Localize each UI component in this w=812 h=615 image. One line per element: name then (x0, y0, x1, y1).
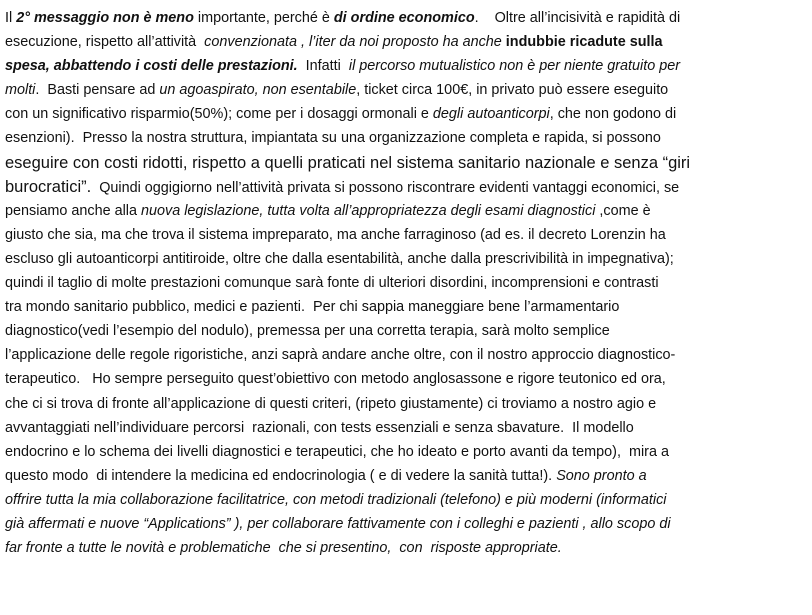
text-run: un agoaspirato, non esentabile (159, 82, 357, 99)
text-line (5, 247, 807, 271)
text-run: tra mondo sanitario pubblico, medici e pazienti. Per chi sappia maneggiare bene l’armamentario (5, 299, 620, 316)
text-run: Sono pronto a (556, 467, 647, 484)
text-run: questo modo di intendere la medicina ed endocrinologia ( e di vedere la sanità tutta!). (5, 467, 557, 484)
text-run: Il (5, 10, 17, 26)
text-line (5, 367, 807, 391)
text-run: con un significativo risparmio(50%); come per i dosaggi ormonali e (5, 106, 433, 123)
document-text (5, 6, 807, 560)
text-run: far fronte a tutte le novità e problematiche che si presentino, con risposte appropriate. (5, 540, 562, 557)
text-run: ,come è (595, 202, 651, 219)
text-line (5, 126, 807, 150)
text-run: quindi il taglio di molte prestazioni comunque sarà fonte di ulteriori disordini, incomprensioni e contrasti (5, 275, 659, 292)
text-run: endocrino e lo schema dei livelli diagnostici e terapeutici, che ho ideato e porto avanti da tempo), mira a (5, 443, 669, 460)
text-run: , che non godono di (549, 106, 677, 123)
text-line (5, 223, 807, 247)
text-run: escluso gli autoanticorpi antitiroide, oltre che dalla esentabilità, anche dalla prescrivibilità in impegnativa); (5, 250, 674, 267)
text-run: terapeutico. Ho sempre perseguito quest’obiettivo con metodo anglosassone e rigore teutonico ed ora, (5, 371, 666, 388)
text-run: , ticket circa 100€, in privato può essere eseguito (356, 82, 669, 99)
text-line (5, 295, 807, 319)
text-run: . Oltre all’incisività e rapidità di (474, 10, 681, 26)
text-line (5, 536, 807, 560)
text-line (5, 319, 807, 343)
text-line (5, 6, 807, 30)
text-line (5, 440, 807, 464)
text-run: . Basti pensare ad (35, 82, 160, 99)
text-run: 2° messaggio non è meno (16, 10, 194, 26)
text-run: l’applicazione delle regole rigoristiche, anzi saprà andare anche oltre, con il nostro approccio diagnostico- (5, 347, 676, 364)
text-run: Infatti (297, 58, 349, 75)
text-run: esecuzione, rispetto all’attività (5, 34, 205, 51)
text-run: di ordine economico (333, 10, 475, 26)
text-run: degli autoanticorpi (432, 106, 550, 123)
text-run: spesa, abbattendo i costi delle prestazioni. (5, 58, 298, 75)
text-line (5, 416, 807, 440)
text-run: molti (5, 82, 36, 99)
text-line (5, 488, 807, 512)
text-line (5, 343, 807, 367)
text-run: nuova legislazione, tutta volta all’appropriatezza degli esami diagnostici (141, 202, 596, 219)
text-run: diagnostico(vedi l’esempio del nodulo), premessa per una corretta terapia, sarà molto semplice (5, 323, 610, 340)
text-line (5, 512, 807, 536)
text-run: già affermati e nuove “Applications” ), per collaborare fattivamente con i colleghi e pazienti , allo scopo di (5, 515, 671, 532)
text-line (5, 392, 807, 416)
text-line (5, 464, 807, 488)
text-run: il percorso mutualistico non è per niente gratuito per (348, 58, 681, 75)
text-run: importante, perché è (193, 10, 334, 26)
text-run: Quindi oggigiorno nell’attività privata si possono riscontrare evidenti vantaggi economici, se (91, 179, 680, 196)
text-line (5, 151, 807, 175)
text-run: avvantaggiati nell’individuare percorsi razionali, con tests essenziali e senza sbavature. Il modello (5, 419, 634, 436)
text-line (5, 175, 807, 199)
text-run: eseguire con costi ridotti, rispetto a quelli praticati nel sistema sanitario nazionale e senza “giri (5, 153, 691, 172)
text-line (5, 199, 807, 223)
text-line (5, 54, 807, 78)
text-line (5, 78, 807, 102)
text-run: pensiamo anche alla (5, 202, 142, 219)
text-run: che ci si trova di fronte all’applicazione di questi criteri, (ripeto giustamente) ci troviamo a nostro agio e (5, 395, 657, 412)
text-line (5, 102, 807, 126)
text-run: esenzioni). Presso la nostra struttura, impiantata su una organizzazione completa e rapida, si possono (5, 130, 661, 147)
text-line (5, 30, 807, 54)
text-run: giusto che sia, ma che trova il sistema impreparato, ma anche farraginoso (ad es. il decreto Lorenzin ha (5, 226, 666, 243)
text-run: indubbie ricadute sulla (505, 34, 663, 51)
text-run: convenzionata , l’iter da noi proposto ha anche (204, 34, 506, 51)
text-line (5, 271, 807, 295)
text-run: burocratici”. (5, 177, 92, 196)
text-run: offrire tutta la mia collaborazione facilitatrice, con metodi tradizionali (telefono) e più moderni (informatici (5, 491, 667, 508)
